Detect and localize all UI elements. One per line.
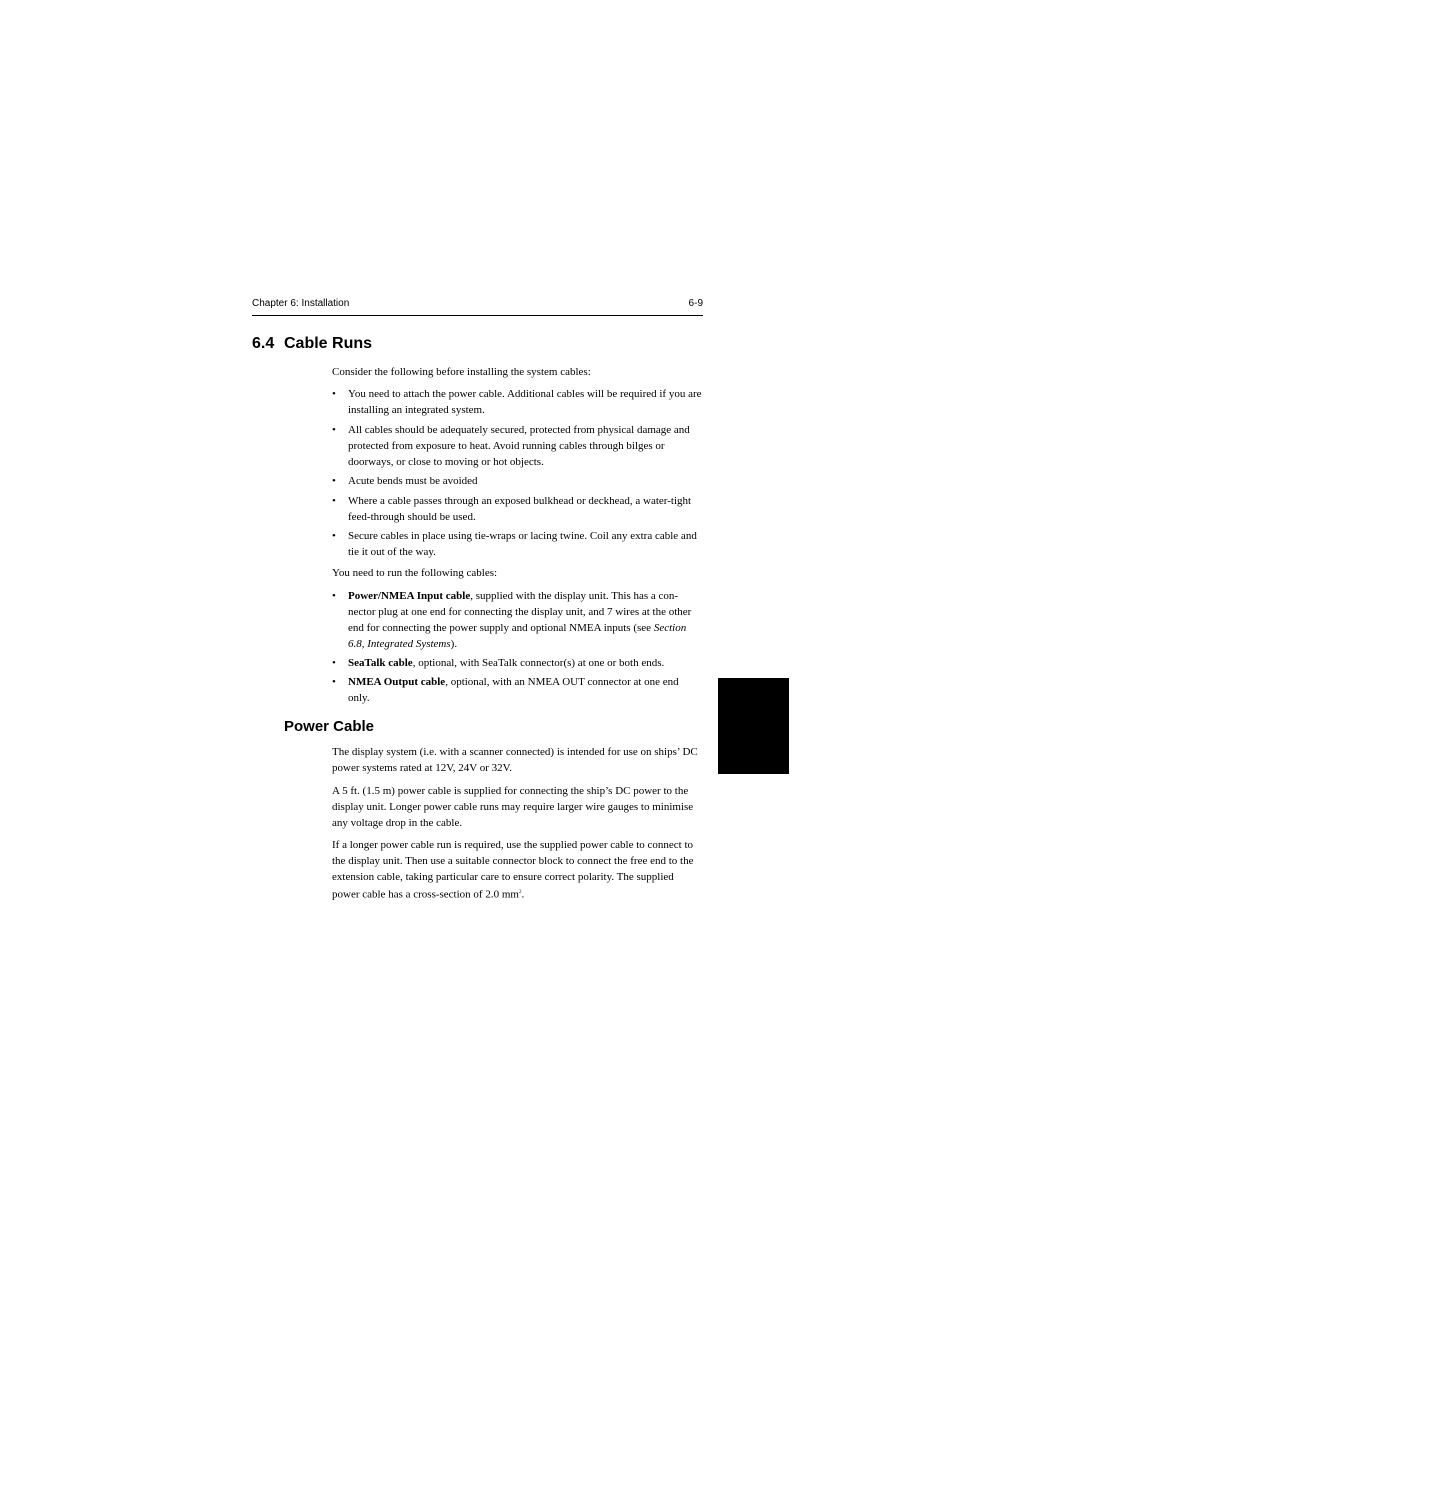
cable-name: Power/NMEA Input cable	[348, 590, 471, 602]
section-heading	[252, 335, 372, 353]
list-item: • All cables should be adequately secured, protected from physical damage and protected from exposure to heat. Avoid running cables through bilges or doorways, or close to moving or hot objects.	[332, 422, 703, 470]
list-item: • You need to attach the power cable. Additional cables will be required if you are installing an integrated system.	[332, 386, 703, 418]
paragraph	[332, 837, 703, 903]
section-title: Cable Runs	[284, 335, 373, 352]
cable-name: NMEA Output cable	[348, 676, 446, 688]
cable-name: SeaTalk cable	[348, 657, 413, 669]
list-item	[332, 655, 703, 671]
superscript: 2	[518, 890, 522, 895]
intro-paragraph: Consider the following before installing the system cables:	[332, 366, 591, 378]
cross-reference: Section 6.8, Integrated Systems	[348, 622, 687, 650]
paragraph-end: .	[521, 888, 525, 901]
cables-body	[332, 565, 703, 706]
cables-list	[332, 588, 703, 706]
list-item	[332, 674, 703, 706]
side-tab-label: Cable Runs	[1445, 1448, 1455, 1496]
cable-description: , optional, with SeaTalk connector(s) at one or both ends.	[412, 657, 665, 669]
cable-description: , optional, with an NMEA OUT connector at one end only.	[348, 676, 679, 704]
paragraph-text: If a longer power cable run is required, use the supplied power cable to connect to the display unit. Then use a suitable connector block to connect the free end to the extension cable, taking particular care to ensure correct polarity. The supplied power cable has a cross-section of 2.0 mm	[332, 839, 694, 901]
cable-description: , supplied with the display unit. This has a con-nector plug at one end for connecting the display unit, and 7 wires at the other end for connecting the power supply and optional NMEA inputs (see	[348, 590, 692, 634]
cable-description-end: ).	[450, 638, 458, 650]
power-cable-body	[332, 744, 703, 903]
chapter-title: Chapter 6: Installation	[252, 298, 350, 309]
chapter-side-tab	[718, 678, 1455, 1496]
considerations-list	[332, 386, 703, 560]
section-number: 6.4	[252, 335, 275, 352]
cables-intro-paragraph: You need to run the following cables:	[332, 567, 498, 579]
list-item: • Secure cables in place using tie-wraps or lacing twine. Coil any extra cable and tie it out of the way.	[332, 528, 703, 560]
cable-runs-body	[332, 364, 703, 560]
list-item	[332, 588, 703, 652]
paragraph: The display system (i.e. with a scanner connected) is intended for use on ships’ DC power systems rated at 12V, 24V or 32V.	[332, 746, 698, 774]
list-item: • Acute bends must be avoided	[332, 473, 703, 489]
page-number: 6-9	[688, 298, 703, 309]
paragraph: A 5 ft. (1.5 m) power cable is supplied for connecting the ship’s DC power to the display unit. Longer power cable runs may require larger wire gauges to minimise any voltage drop in the cable.	[332, 785, 694, 829]
running-header	[252, 297, 703, 316]
subsection-heading: Power Cable	[284, 718, 375, 735]
list-item: • Where a cable passes through an exposed bulkhead or deckhead, a water-tight feed-through should be used.	[332, 493, 703, 525]
